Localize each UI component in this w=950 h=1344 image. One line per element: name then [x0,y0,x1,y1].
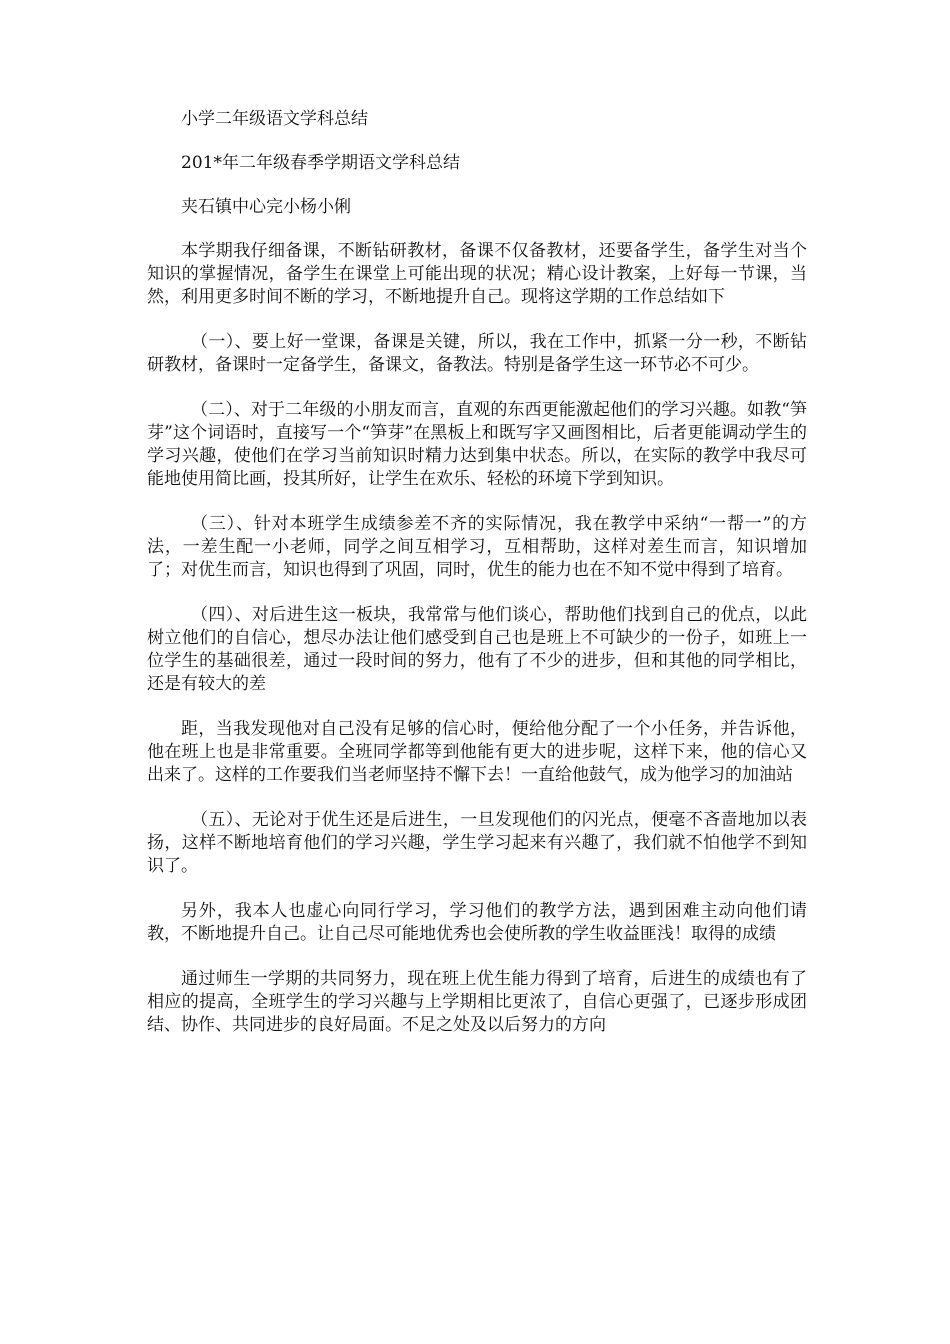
paragraph-point-4: （四）、对后进生这一板块，我常常与他们谈心，帮助他们找到自己的优点，以此树立他们的自信心，想尽办法让他们感受到自己也是班上不可缺少的一份子，如班上一位学生的基础很差，通过一段时间的努力，他有了不少的进步，但和其他的同学相比，还是有较大的差 [147,605,807,694]
document-subtitle: 201*年二年级春季学期语文学科总结 [181,153,460,173]
paragraph-point-1: （一）、要上好一堂课，备课是关键，所以，我在工作中，抓紧一分一秒，不断钻研教材，备课时一定备学生，备课文，备教法。特别是备学生这一环节必不可少。 [147,332,807,375]
document-title: 小学二年级语文学科总结 [181,109,368,129]
paragraph-point-3: （三）、针对本班学生成绩参差不齐的实际情况，我在教学中采纳“一帮一”的方法，一差生配一小老师，同学之间互相学习，互相帮助，这样对差生而言，知识增加了；对优生而言，知识也得到了巩固，同时，优生的能力也在不知不觉中得到了培育。 [147,514,807,580]
paragraph-intro: 本学期我仔细备课，不断钻研教材，备课不仅备教材，还要备学生，备学生对当个知识的掌握情况，备学生在课堂上可能出现的状况；精心设计教案，上好每一节课，当然，利用更多时间不断的学习，不断地提升自己。现将这学期的工作总结如下 [147,241,807,307]
document-author: 夹石镇中心完小杨小俐 [181,197,351,217]
paragraph-results: 通过师生一学期的共同努力，现在班上优生能力得到了培育，后进生的成绩也有了相应的提高，全班学生的学习兴趣与上学期相比更浓了，自信心更强了，已逐步形成团结、协作、共同进步的良好局面。不足之处及以后努力的方向 [147,969,807,1035]
paragraph-additional: 另外，我本人也虚心向同行学习，学习他们的教学方法，遇到困难主动向他们请教，不断地提升自己。让自己尽可能地优秀也会使所教的学生收益匪浅！取得的成绩 [147,901,807,944]
paragraph-point-4-continued: 距，当我发现他对自己没有足够的信心时，便给他分配了一个小任务，并告诉他，他在班上也是非常重要。全班同学都等到他能有更大的进步呢，这样下来，他的信心又出来了。这样的工作要我们当老师坚持不懈下去！一直给他鼓气，成为他学习的加油站 [147,719,807,785]
paragraph-point-5: （五）、无论对于优生还是后进生，一旦发现他们的闪光点，便毫不吝啬地加以表扬，这样不断地培育他们的学习兴趣，学生学习起来有兴趣了，我们就不怕他学不到知识了。 [147,810,807,876]
paragraph-point-2: （二）、对于二年级的小朋友而言，直观的东西更能激起他们的学习兴趣。如教“笋芽”这个词语时，直接写一个“笋芽”在黑板上和既写字又画图相比，后者更能调动学生的学习兴趣，使他们在学习当前知识时精力达到集中状态。所以，在实际的教学中我尽可能地使用简比画，投其所好，让学生在欢乐、轻松的环境下学到知识。 [147,400,807,489]
document-body [147,108,807,1059]
